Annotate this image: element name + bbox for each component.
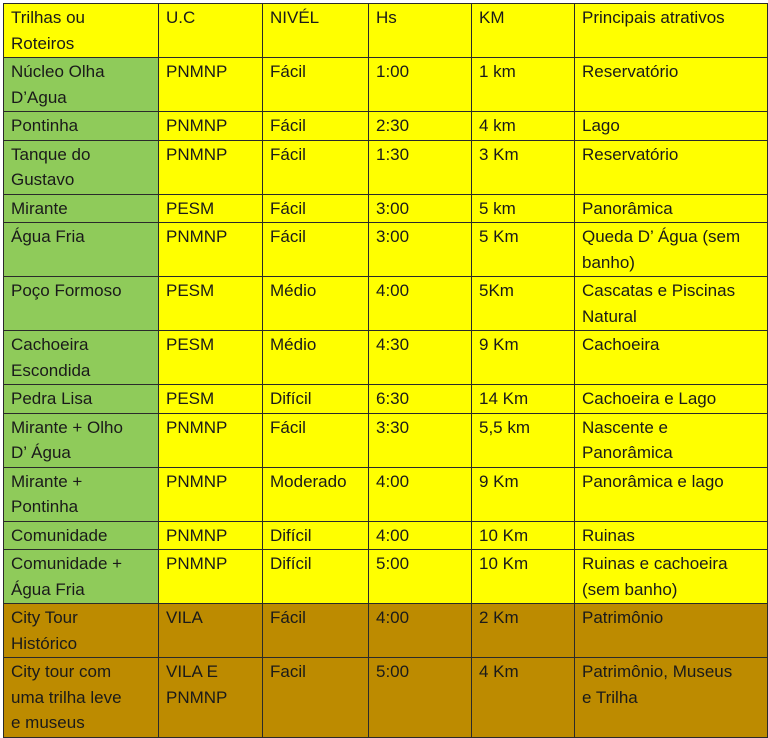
trail-name-cell: Água Fria: [4, 223, 159, 277]
uc-cell: PNMNP: [159, 58, 263, 112]
header-level: NIVÉL: [263, 4, 369, 58]
attractions-cell: Patrimônio: [575, 604, 768, 658]
trail-name-cell: Cachoeira Escondida: [4, 331, 159, 385]
hours-cell: 5:00: [369, 658, 472, 738]
attractions-cell: Cachoeira: [575, 331, 768, 385]
hours-cell: 4:00: [369, 604, 472, 658]
km-cell: 2 Km: [472, 604, 575, 658]
level-cell: Médio: [263, 331, 369, 385]
level-cell: Médio: [263, 277, 369, 331]
level-cell: Difícil: [263, 550, 369, 604]
uc-cell: PESM: [159, 277, 263, 331]
header-trail-name: Trilhas ou Roteiros: [4, 4, 159, 58]
tour-row: [4, 658, 768, 738]
header-hours: Hs: [369, 4, 472, 58]
header-row: [4, 4, 768, 58]
attractions-cell: Reservatório: [575, 58, 768, 112]
level-cell: Fácil: [263, 140, 369, 194]
hours-cell: 4:30: [369, 331, 472, 385]
uc-cell: VILA: [159, 604, 263, 658]
trail-row: [4, 413, 768, 467]
uc-cell: PESM: [159, 331, 263, 385]
km-cell: 9 Km: [472, 331, 575, 385]
trail-name-cell: Pedra Lisa: [4, 385, 159, 414]
hours-cell: 3:00: [369, 223, 472, 277]
trail-name-cell: Pontinha: [4, 112, 159, 141]
trail-row: [4, 223, 768, 277]
km-cell: 5,5 km: [472, 413, 575, 467]
trail-row: [4, 331, 768, 385]
hours-cell: 3:30: [369, 413, 472, 467]
hours-cell: 3:00: [369, 194, 472, 223]
km-cell: 10 Km: [472, 521, 575, 550]
level-cell: Fácil: [263, 223, 369, 277]
km-cell: 5Km: [472, 277, 575, 331]
hours-cell: 6:30: [369, 385, 472, 414]
hours-cell: 4:00: [369, 521, 472, 550]
trail-name-cell: City Tour Histórico: [4, 604, 159, 658]
trail-name-cell: Comunidade: [4, 521, 159, 550]
attractions-cell: Cachoeira e Lago: [575, 385, 768, 414]
level-cell: Fácil: [263, 112, 369, 141]
attractions-cell: Nascente e Panorâmica: [575, 413, 768, 467]
uc-cell: PNMNP: [159, 550, 263, 604]
trail-row: [4, 385, 768, 414]
km-cell: 1 km: [472, 58, 575, 112]
hours-cell: 4:00: [369, 277, 472, 331]
uc-cell: PNMNP: [159, 112, 263, 141]
hours-cell: 2:30: [369, 112, 472, 141]
attractions-cell: Panorâmica: [575, 194, 768, 223]
hours-cell: 4:00: [369, 467, 472, 521]
hours-cell: 1:30: [369, 140, 472, 194]
trail-name-cell: Mirante + Pontinha: [4, 467, 159, 521]
trail-name-cell: Mirante + Olho D’ Água: [4, 413, 159, 467]
km-cell: 5 km: [472, 194, 575, 223]
level-cell: Fácil: [263, 58, 369, 112]
km-cell: 5 Km: [472, 223, 575, 277]
trail-row: [4, 194, 768, 223]
attractions-cell: Cascatas e Piscinas Natural: [575, 277, 768, 331]
uc-cell: VILA E PNMNP: [159, 658, 263, 738]
attractions-cell: Ruinas e cachoeira (sem banho): [575, 550, 768, 604]
level-cell: Difícil: [263, 385, 369, 414]
km-cell: 4 km: [472, 112, 575, 141]
level-cell: Fácil: [263, 194, 369, 223]
uc-cell: PESM: [159, 194, 263, 223]
km-cell: 10 Km: [472, 550, 575, 604]
uc-cell: PNMNP: [159, 467, 263, 521]
trail-row: [4, 521, 768, 550]
uc-cell: PNMNP: [159, 223, 263, 277]
trail-name-cell: Mirante: [4, 194, 159, 223]
attractions-cell: Patrimônio, Museus e Trilha: [575, 658, 768, 738]
attractions-cell: Queda D’ Água (sem banho): [575, 223, 768, 277]
level-cell: Difícil: [263, 521, 369, 550]
uc-cell: PESM: [159, 385, 263, 414]
uc-cell: PNMNP: [159, 521, 263, 550]
level-cell: Fácil: [263, 604, 369, 658]
km-cell: 9 Km: [472, 467, 575, 521]
tour-row: [4, 604, 768, 658]
attractions-cell: Reservatório: [575, 140, 768, 194]
trail-name-cell: Poço Formoso: [4, 277, 159, 331]
trail-row: [4, 112, 768, 141]
km-cell: 4 Km: [472, 658, 575, 738]
km-cell: 3 Km: [472, 140, 575, 194]
trail-name-cell: Núcleo Olha D’Agua: [4, 58, 159, 112]
trails-table: [3, 3, 768, 738]
trail-row: [4, 467, 768, 521]
km-cell: 14 Km: [472, 385, 575, 414]
level-cell: Moderado: [263, 467, 369, 521]
trail-name-cell: Tanque do Gustavo: [4, 140, 159, 194]
level-cell: Fácil: [263, 413, 369, 467]
uc-cell: PNMNP: [159, 413, 263, 467]
trail-name-cell: Comunidade + Água Fria: [4, 550, 159, 604]
attractions-cell: Ruinas: [575, 521, 768, 550]
header-km: KM: [472, 4, 575, 58]
hours-cell: 5:00: [369, 550, 472, 604]
level-cell: Facil: [263, 658, 369, 738]
trail-row: [4, 140, 768, 194]
trail-row: [4, 550, 768, 604]
uc-cell: PNMNP: [159, 140, 263, 194]
trail-name-cell: City tour com uma trilha leve e museus: [4, 658, 159, 738]
header-attractions: Principais atrativos: [575, 4, 768, 58]
trail-row: [4, 277, 768, 331]
header-uc: U.C: [159, 4, 263, 58]
attractions-cell: Lago: [575, 112, 768, 141]
trail-row: [4, 58, 768, 112]
hours-cell: 1:00: [369, 58, 472, 112]
attractions-cell: Panorâmica e lago: [575, 467, 768, 521]
